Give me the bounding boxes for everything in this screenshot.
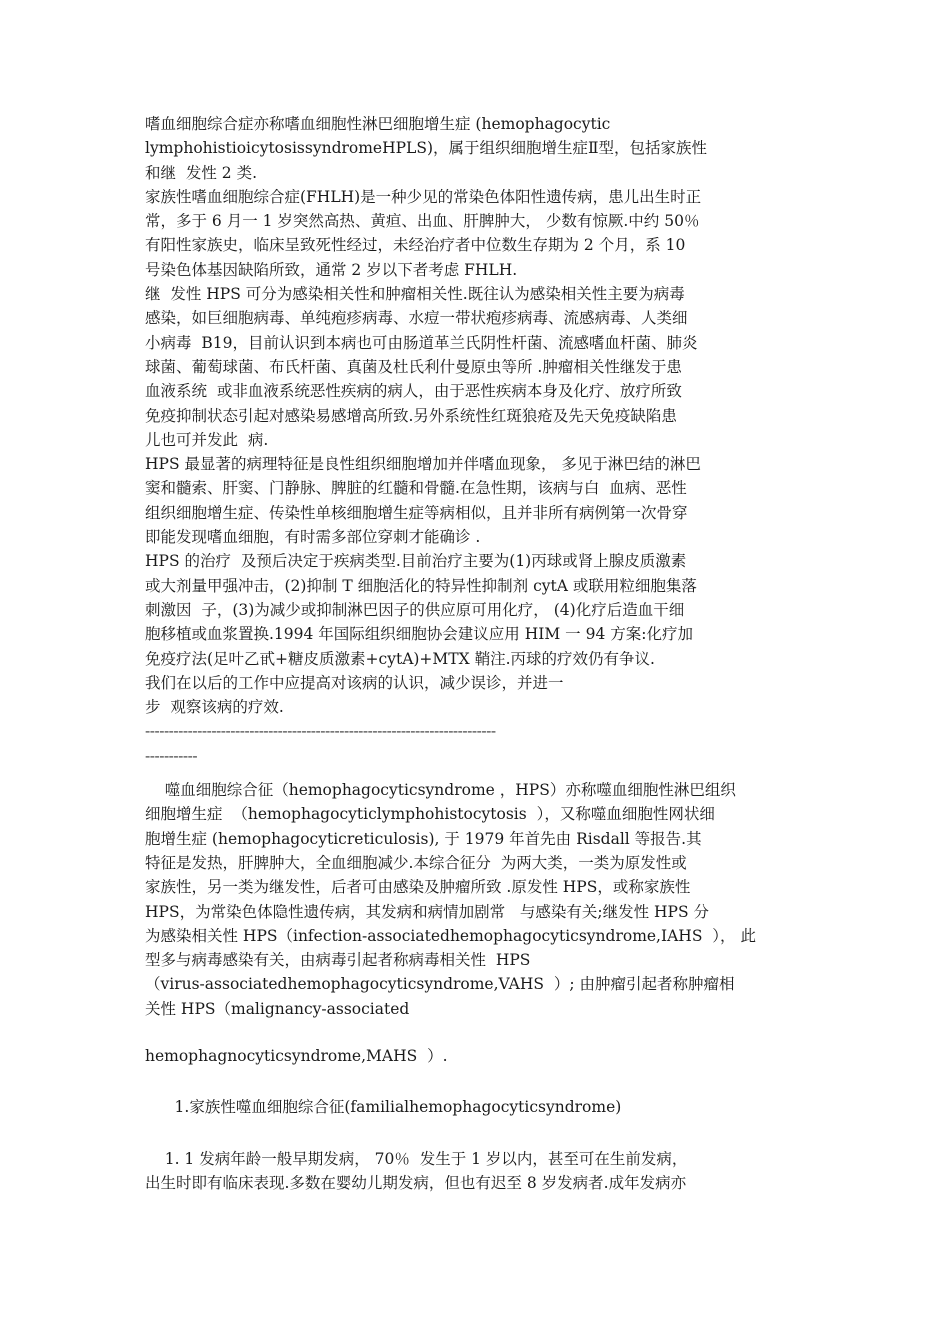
text-line: 血液系统 或非血液系统恶性疾病的病人，由于恶性疾病本身及化疗、放疗所致 [145,382,682,401]
section-1 [145,112,810,719]
document-page [145,112,810,1195]
text-line: 步 观察该病的疗效. [145,698,284,717]
section-3 [145,1147,810,1196]
text-line: 家族性嗜血细胞综合症(FHLH)是一种少见的常染色体阳性遗传病，患儿出生时正 [145,187,702,206]
section-heading: 1.家族性噬血细胞综合征(familialhemophagocyticsyndrome) [145,1098,622,1117]
text-line: 嗜血细胞综合症亦称嗜血细胞性淋巴细胞增生症 (hemophagocytic [145,115,611,133]
text-line: 号染色体基因缺陷所致，通常 2 岁以下者考虑 FHLH. [145,260,518,279]
text-line: 关性 HPS（malignancy-associated [145,999,410,1018]
text-line: 儿也可并发此 病. [145,430,269,449]
text-line: 窦和髓索、肝窦、门静脉、脾脏的红髓和骨髓.在急性期，该病与白 血病、恶性 [145,479,687,498]
dashed-divider [145,719,810,768]
text-line: 有阳性家族史，临床呈致死性经过，未经治疗者中位数生存期为 2 个月，系 10 [145,236,686,255]
divider-line: ----------- [145,746,198,765]
text-line: 刺激因 子，(3)为减少或抑制淋巴因子的供应原可用化疗， (4)化疗后造血干细 [145,600,685,619]
text-line: HPS 最显著的病理特征是良性组织细胞增加并伴嗜血现象， 多见于淋巴结的淋巴 [145,455,701,474]
text-line: 噬血细胞综合征（hemophagocyticsyndrome ，HPS）亦称噬血细胞性淋巴组织 [145,781,736,800]
text-line: 感染，如巨细胞病毒、单纯疱疹病毒、水痘一带状疱疹病毒、流感病毒、人类细 [145,309,688,328]
text-line: 即能发现嗜血细胞，有时需多部位穿刺才能确诊 . [145,528,481,547]
text-line: 组织细胞增生症、传染性单核细胞增生症等病相似，且并非所有病例第一次骨穿 [145,503,688,522]
text-line: 我们在以后的工作中应提高对该病的认识，减少误诊，并进一 [145,673,564,692]
text-line: HPS 的治疗 及预后决定于疾病类型.目前治疗主要为(1)丙球或肾上腺皮质激素 [145,552,687,571]
text-line: 胞移植或血浆置换.1994 年国际组织细胞协会建议应用 HIM 一 94 方案:化疗加 [145,625,693,644]
text-line: （virus-associatedhemophagocyticsyndrome,VAHS ）; 由肿瘤引起者称肿瘤相 [145,975,735,994]
text-line: hemophagnocyticsyndrome,MAHS ）. [145,1046,448,1065]
text-line: 继 发性 HPS 可分为感染相关性和肿瘤相关性.既往认为感染相关性主要为病毒 [145,285,685,304]
text-line: 细胞增生症 （hemophagocyticlymphohistocytosis ），又称噬血细胞性网状细 [145,805,715,824]
text-line: 或大剂量甲强冲击，(2)抑制 T 细胞活化的特异性抑制剂 cytA 或联用粒细胞集落 [145,576,697,595]
text-line: lymphohistioicytosissyndromeHPLS)，属于组织细胞增生症Ⅱ型，包括家族性 [145,139,708,158]
text-line: 免疫抑制状态引起对感染易感增高所致.另外系统性红斑狼疮及先天免疫缺陷患 [145,406,677,425]
text-line: 和继 发性 2 类. [145,163,257,182]
text-line: 球菌、葡萄球菌、布氏杆菌、真菌及杜氏利什曼原虫等所 .肿瘤相关性继发于患 [145,357,682,376]
text-line: 型多与病毒感染有关，由病毒引起者称病毒相关性 HPS [145,951,531,970]
text-line: 胞增生症 (hemophagocyticreticulosis), 于 1979 年首先由 Risdall 等报告.其 [145,829,702,848]
text-line: 常，多于 6 月一 1 岁突然高热、黄疸、出血、肝脾肿大， 少数有惊厥.中约 50％ [145,212,700,231]
text-line: 小病毒 B19，目前认识到本病也可由肠道革兰氏阴性杆菌、流感嗜血杆菌、肺炎 [145,333,698,352]
text-line: 出生时即有临床表现.多数在婴幼儿期发病，但也有迟至 8 岁发病者.成年发病亦 [145,1173,687,1192]
text-line: 家族性，另一类为继发性，后者可由感染及肿瘤所致 .原发性 HPS，或称家族性 [145,878,691,897]
divider-line: -------------------------------------------------------------------------- [145,722,496,741]
text-line: HPS，为常染色体隐性遗传病，其发病和病情加剧常 与感染有关;继发性 HPS 分 [145,902,709,921]
text-line: 免疫疗法(足叶乙甙+糖皮质激素+cytA)+MTX 鞘注.丙球的疗效仍有争议. [145,649,655,668]
text-line: 1. 1 发病年龄一般早期发病， 70％ 发生于 1 岁以内，甚至可在生前发病， [145,1149,688,1168]
text-line: 为感染相关性 HPS（infection-associatedhemophagocyticsyndrome,IAHS ）， 此 [145,926,756,945]
text-line: 特征是发热，肝脾肿大，全血细胞减少.本综合征分 为两大类，一类为原发性或 [145,853,687,872]
section-2 [145,778,810,1068]
